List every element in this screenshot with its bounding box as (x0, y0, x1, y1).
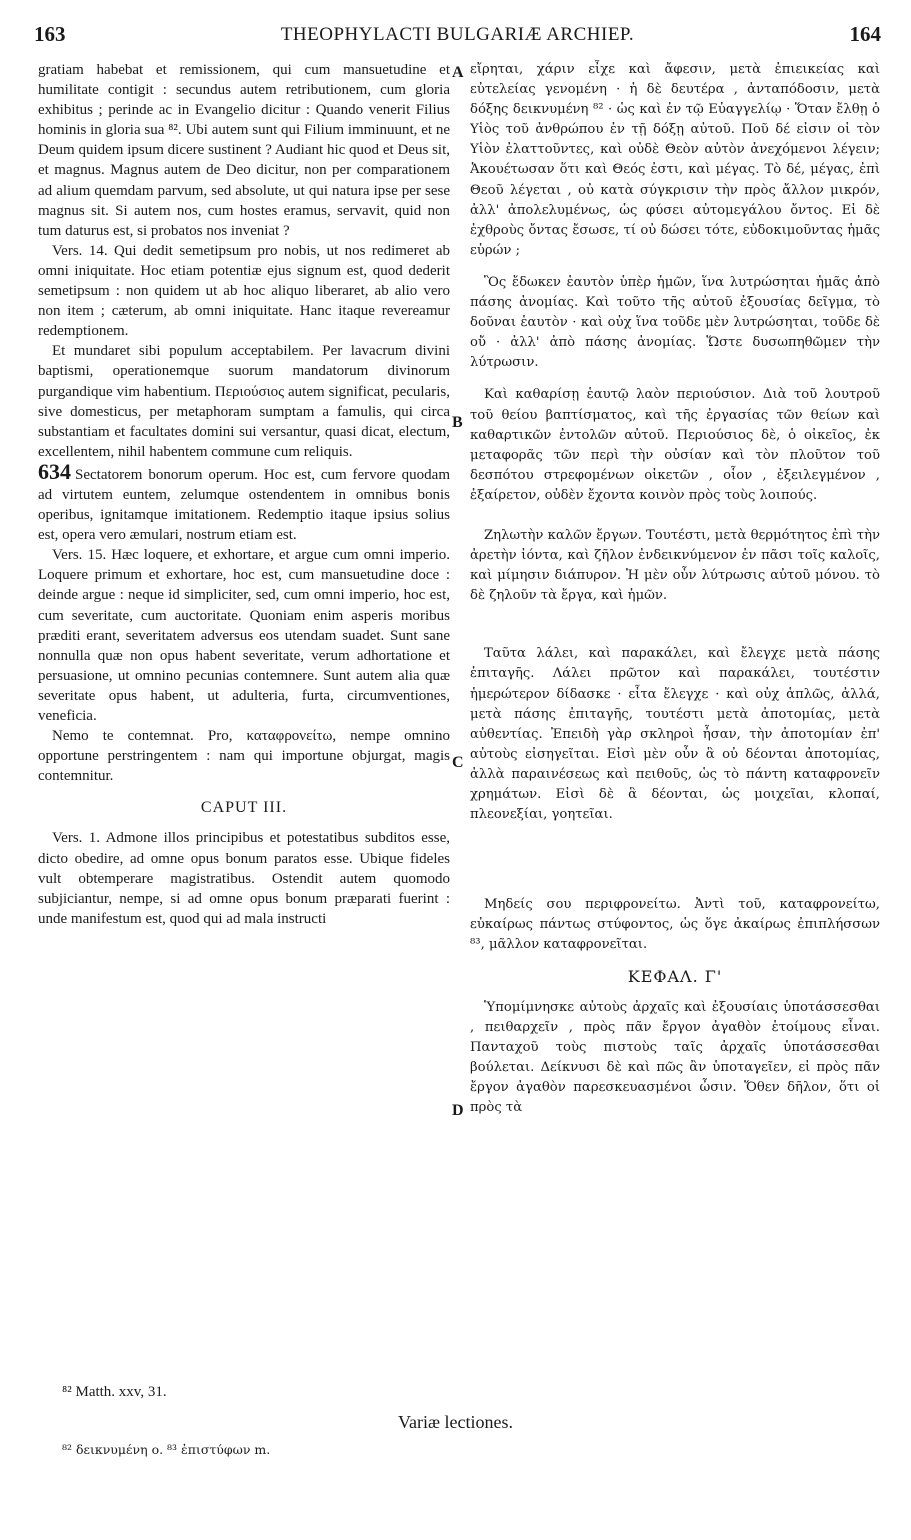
margin-letter-a: A (452, 64, 464, 81)
footnote-greek: ⁸² δεικνυμένη ο. ⁸³ ἐπιστύφων m. (62, 1442, 271, 1457)
greek-column (470, 60, 880, 1118)
variae-lectiones-heading: Variæ lectiones. (398, 1412, 513, 1432)
latin-paragraph: Vers. 1. Admone illos principibus et potestatibus subditos esse, dicto obedire, ad omne opus bonum paratos esse. Ubique fideles vult obtemperare magistratibus. Ostendit autem quomodo subjiciantur, nempe, si ad omne opus bonum præparati fuerint : unde manifestum est, quod qui ad mala instructi (38, 830, 450, 927)
greek-paragraph: Ταῦτα λάλει, καὶ παρακάλει, καὶ ἔλεγχε μετὰ πάσης ἐπιταγῆς. Λάλει πρῶτον καὶ παρακάλει, τουτέστιν ἡμερώτερον δίδασκε · εἶτα ἔλεγχε · καὶ οὐχ ἁπλῶς, ἀλλά, μετὰ πάσης ἐπιταγῆς, τουτέστι μετὰ ἀποτομίας, μετὰ αὐθεντίας. Ἐπειδὴ γὰρ σκληροὶ ἦσαν, τὴν ἀποτομίαν ἐπ' αὐτοὺς εἰσηγεῖται. Εἰσὶ μὲν οὖν ἃ οὐ δέονται ἀποτομίας, ἀλλὰ παραινέσεως καὶ πειθοῦς, ὡς τὸ πάντη καταφρονεῖν χρημάτων. Εἰσὶ δὲ ἃ δέονται, ὡς μοιχεῖαι, κλοπαί, πλεονεξίαι, γοητεῖαι. (470, 646, 880, 823)
page-number-right: 164 (849, 22, 881, 46)
greek-paragraph: Ὃς ἔδωκεν ἑαυτὸν ὑπὲρ ἡμῶν, ἵνα λυτρώσηται ἡμᾶς ἀπὸ πάσης ἀνομίας. Καὶ τοῦτο τῆς αὐτοῦ ἐξουσίας δεῖγμα, τὸ δοῦναι ἑαυτὸν · καὶ οὐχ ἵνα τοῦδε μὲν λυτρώσηται, τοῦδε δὲ οὔ · ἀλλ' ἀπὸ πάσης ἀνομίας. Ὥστε δυσωπηθῶμεν τὴν λύτρωσιν. (470, 274, 880, 371)
latin-paragraph: Nemo te contemnat. Pro, καταφρονείτω, nempe omnino opportune perstringentem : nam qui importune objurgat, magis contemnitur. (38, 728, 450, 785)
column-number: 634 (38, 458, 71, 484)
greek-paragraph: εἴρηται, χάριν εἶχε καὶ ἄφεσιν, μετὰ ἐπιεικείας καὶ εὐτελείας γενομένη · ἡ δὲ δευτέρα , ἀνταπόδοσιν, μετὰ δόξης δεικνυμένη ⁸² · ὡς καὶ ἐν τῷ Εὐαγγελίῳ · Ὅταν ἔλθῃ ὁ Υἱὸς τοῦ ἀνθρώπου ἐν τῇ δόξῃ αὐτοῦ. Ποῦ δέ εἰσιν οἱ τὸν Υἱὸν ἐλαττοῦντες, καὶ οὐδὲ Θεὸν αὐτὸν ἀνεχόμενοι λέγειν; Ἀκουέτωσαν ὅτι καὶ Θεός ἐστι, καὶ μέγας. Τὸ δέ, μέγας, ἐπὶ Θεοῦ λέγεται , οὐ κατὰ σύγκρισιν τὴν πρὸς ἄλλον μικρόν, ἀλλ' ἀπολελυμένως, ὡς φύσει αὐτομεγάλου ὄντος. Εἰ δὲ ἐχθροὺς ὄντας ἔσωσε, τί οὐ δώσει τότε, εὐδοκιμοῦντας ἡμᾶς εὑρών ; (470, 62, 880, 258)
footnote-latin: ⁸² Matth. xxv, 31. (62, 1384, 167, 1400)
page-number-left: 163 (34, 22, 66, 46)
latin-paragraph: Vers. 15. Hæc loquere, et exhortare, et argue cum omni imperio. Loquere primum et exhortare, hoc est, cum mansuetudine doce : deinde argue : neque id simpliciter, sed, cum omni imperio, hoc est, cum severitate, cum auctoritate. Quoniam enim asperis moribus præditi erant, severitatem adversus eos utendam suadet. Sunt sane nonnulla quæ non opus habent severitate, verum adhortatione et persuasione, ut omnino pecunias contemnere. Sunt autem alia quæ severitate opus habent, ut adulteria, furta, circumventiones, veneficia. (38, 547, 450, 724)
greek-paragraph: Καὶ καθαρίσῃ ἑαυτῷ λαὸν περιούσιον. Διὰ τοῦ λουτροῦ τοῦ θείου βαπτίσματος, καὶ τῆς ἐργασίας τῶν θείων καὶ καθαρτικῶν ἐντολῶν αὐτοῦ. Περιούσιος δὲ, ὁ οἰκεῖος, ἐκ μεταφορᾶς τῶν περὶ τὴν οὐσίαν καὶ τὸν πλοῦτον τοῦ δεσπότου στρεφομένων οἰκετῶν , οἷον , ἐξειλεγμένον , ἐξαίρετον, οὐδὲν ἔχοντα κοινὸν πρὸς τοὺς λοιπούς. (470, 387, 880, 503)
greek-paragraph: Ὑπομίμνησκε αὐτοὺς ἀρχαῖς καὶ ἐξουσίαις ὑποτάσσεσθαι , πειθαρχεῖν , πρὸς πᾶν ἔργον ἀγαθὸν ἑτοίμους εἶναι. Πανταχοῦ τοὺς πιστοὺς ταῖς ἀρχαῖς ὑποτάσσεσθαι βούλεται. Δείκνυσι δὲ καὶ πῶς ἂν ὑποταγεῖεν, εἰ πρὸς πᾶν ἔργον ἀγαθὸν παρεσκευασμένοι ὦσιν. Ὅθεν δῆλον, ὅτι οἱ πρὸς τὰ (470, 999, 880, 1116)
page-header (34, 22, 881, 52)
latin-paragraph: gratiam habebat et remissionem, qui cum mansuetudine et humilitate contigit : secundus autem retributionem, cum gloria exhibitus ; perinde ac in Evangelio dicitur : Quando venerit Filius hominis in gloria sua ⁸². Ubi autem sunt qui Filium imminuunt, et ne Deum quidem ipsum dicere sustinent ? Audiant hic quod et Deus sit, et magnus. Magnus autem de Deo dicitur, non per comparationem ad alium quemdam parvum, sed absolute, ut qui natura ipse per sese magnus sit. Si autem nos, cum hostes eramus, servavit, quid non tum daturus est, si probatos nos inveniat ? (38, 62, 450, 239)
latin-paragraph-with-column-number (38, 458, 450, 545)
latin-column (38, 60, 450, 929)
latin-paragraph-text: Sectatorem bonorum operum. Hoc est, cum fervore quodam ad virtutem euntem, zelumque ostendentem in omnibus bonis operibus, ignitamque imitationem. Redemptio itaque ipsius solius est, opera vero æmulari, nostrum etiam est. (38, 466, 450, 544)
greek-paragraph: Μηδείς σου περιφρονείτω. Ἀντὶ τοῦ, καταφρονείτω, εὐκαίρως πάντως στύφοντος, ὡς ὅγε ἀκαίρως ἐπιπλήσσων ⁸³, μᾶλλον καταφρονεῖται. (470, 897, 880, 953)
margin-letter-c: C (452, 754, 464, 771)
margin-letter-b: B (452, 414, 463, 431)
margin-letter-d: D (452, 1102, 464, 1119)
chapter-heading-greek: ΚΕΦΑΛ. Γ' (627, 967, 723, 987)
running-title: THEOPHYLACTI BULGARIÆ ARCHIEP. (280, 24, 635, 45)
greek-paragraph: Ζηλωτὴν καλῶν ἔργων. Τουτέστι, μετὰ θερμότητος ἐπὶ τὴν ἀρετὴν ἰόντα, καὶ ζῆλον ἐνδεικνύμενον ἐν πᾶσι τοῖς καλοῖς, καὶ μίμησιν διάπυρον. Ἡ μὲν οὖν λύτρωσις αὐτοῦ μόνου. τὸ δὲ ζηλοῦν τὰ ἔργα, καὶ ἡμῶν. (470, 527, 880, 604)
latin-paragraph: Vers. 14. Qui dedit semetipsum pro nobis, ut nos redimeret ab omni iniquitate. Hoc etiam potentiæ ejus signum est, quod dederit semetipsum : non quidem ut ab hoc aliquo liberaret, ab alio vero non item ; cæterum, ab omni iniquitate. Hanc itaque revereamur redemptionem. (38, 242, 450, 340)
latin-paragraph: Et mundaret sibi populum acceptabilem. Per lavacrum divini baptismi, operationemque suorum mandatorum divinorum purgandique vim habentium. Περιούσιος autem significat, pecularis, sive domesticus, per metaphoram sumptam a famulis, qui circa substantiam et facultates domini sui versantur, quasi dicat, electum, excellentem, nihil habentem commune cum reliquis. (38, 343, 450, 460)
chapter-heading-latin: CAPUT III. (200, 799, 288, 817)
